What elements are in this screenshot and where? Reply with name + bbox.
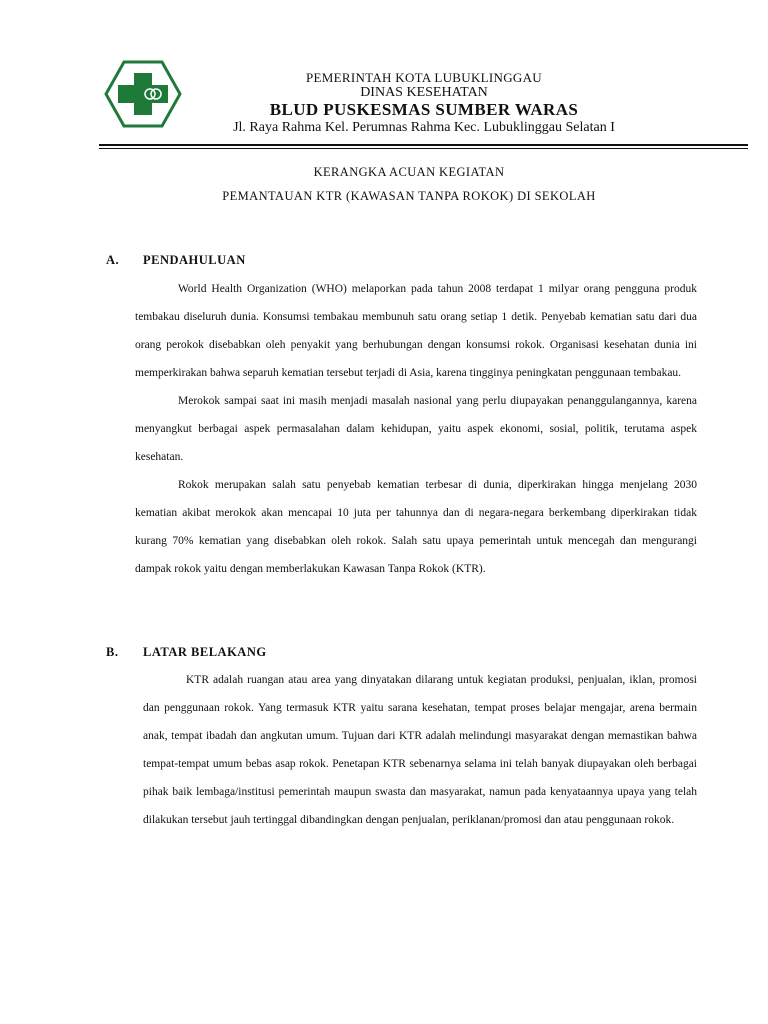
section-letter: A. — [106, 253, 120, 267]
document-subtitle: PEMANTAUAN KTR (KAWASAN TANPA ROKOK) DI SEKOLAH — [222, 189, 596, 203]
document-title: KERANGKA ACUAN KEGIATAN — [313, 165, 505, 179]
letterhead-divider-thin — [99, 148, 748, 149]
paragraph: Merokok sampai saat ini masih menjadi masalah nasional yang perlu diupayakan penanggulangannya, karena menyangkut berbagai aspek permasalahan dalam kehidupan, yaitu aspek ekonomi, sosial, politik, terutama aspek kesehatan. — [135, 395, 697, 463]
government-name: PEMERINTAH KOTA LUBUKLINGGAU — [306, 70, 542, 85]
section-letter: B. — [106, 645, 119, 659]
paragraph: Rokok merupakan salah satu penyebab kematian terbesar di dunia, diperkirakan hingga menjelang 2030 kematian akibat merokok akan mencapai 10 juta per tahunnya dan di negara-negara berkembang diperkirakan tidak kurang 70% kematian yang disebabkan oleh rokok. Salah satu upaya pemerintah untuk mencegah dan mengurangi dampak rokok yaitu dengan memberlakukan Kawasan Tanpa Rokok (KTR). — [135, 479, 697, 575]
letterhead-divider — [99, 144, 748, 146]
section-title: LATAR BELAKANG — [143, 645, 267, 659]
paragraph: World Health Organization (WHO) melaporkan pada tahun 2008 terdapat 1 milyar orang pengguna produk tembakau diseluruh dunia. Konsumsi tembakau membunuh satu orang setiap 1 detik. Penyebab kematian satu dari dua orang perokok disebabkan oleh penyakit yang berhubungan dengan konsumsi rokok. Organisasi kesehatan dunia ini memperkirakan bahwa separuh kematian tersebut terjadi di Asia, karena tingginya peningkatan penggunaan tembakau. — [135, 283, 697, 379]
section-a-body — [135, 275, 697, 583]
section-b-body — [143, 666, 697, 834]
section-title: PENDAHULUAN — [143, 253, 246, 267]
institution-address: Jl. Raya Rahma Kel. Perumnas Rahma Kec. Lubuklinggau Selatan I — [233, 120, 615, 135]
department-name: DINAS KESEHATAN — [360, 85, 488, 100]
institution-name: BLUD PUSKESMAS SUMBER WARAS — [269, 100, 579, 119]
paragraph: KTR adalah ruangan atau area yang dinyatakan dilarang untuk kegiatan produksi, penjualan, iklan, promosi dan penggunaan rokok. Yang termasuk KTR yaitu sarana kesehatan, tempat proses belajar mengajar, arena bermain anak, tempat ibadah dan angkutan umum. Tujuan dari KTR adalah melindungi masyarakat dengan memastikan bahwa tempat-tempat umum bebas asap rokok. Penetapan KTR sebenarnya selama ini telah banyak diupayakan oleh berbagai pihak baik lembaga/institusi pemerintah maupun swasta dan masyarakat, namun pada kenyataannya upaya yang telah dilakukan tersebut jauh tertinggal dibandingkan dengan penjualan, periklanan/promosi dan atau penggunaan rokok. — [143, 674, 697, 826]
